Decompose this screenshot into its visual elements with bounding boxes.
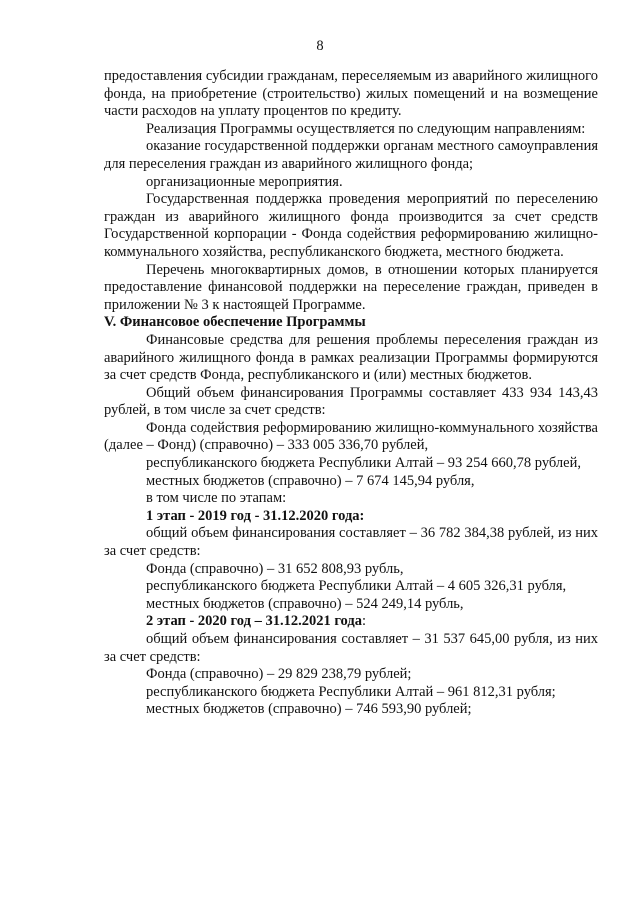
paragraph: в том числе по этапам:	[146, 490, 287, 507]
paragraph: Финансовые средства для решения проблемы переселения граждан из аварийного жилищного фонда в рамках реализации Программы формируются за счет средств Фонда, республиканского и (или) местных бюджетов.	[104, 331, 598, 384]
paragraph: Государственная поддержка проведения мероприятий по переселению граждан из аварийного жилищного фонда производится за счет средств Государственной корпорации - Фонда содействия реформированию жилищно-коммунального хозяйства, республиканского бюджета, местного бюджета.	[104, 191, 598, 260]
paragraph: организационные мероприятия.	[146, 173, 343, 190]
paragraph: Фонда содействия реформированию жилищно-коммунального хозяйства (далее – Фонд) (справочно) – 333 005 336,70 рублей,	[104, 419, 598, 454]
paragraph: республиканского бюджета Республики Алтай – 93 254 660,78 рублей,	[146, 455, 581, 472]
paragraph: местных бюджетов (справочно) – 746 593,90 рублей;	[146, 701, 472, 718]
stage-title: 1 этап - 2019 год - 31.12.2020 года:	[146, 507, 365, 524]
paragraph: общий объем финансирования составляет – 36 782 384,38 рублей, из них за счет средств:	[104, 525, 598, 560]
paragraph: предоставления субсидии гражданам, переселяемым из аварийного жилищного фонда, на приобретение (строительство) жилых помещений и на возмещение части расходов на уплату процентов по кредиту.	[104, 68, 598, 120]
paragraph: Фонда (справочно) – 29 829 238,79 рублей;	[146, 666, 412, 683]
paragraph: республиканского бюджета Республики Алтай – 961 812,31 рубля;	[146, 683, 556, 700]
stage-title-suffix: :	[361, 613, 366, 630]
stage-title-line	[104, 613, 598, 631]
paragraph: местных бюджетов (справочно) – 7 674 145,94 рубля,	[146, 472, 475, 489]
section-heading: V. Финансовое обеспечение Программы	[104, 314, 366, 331]
document-body	[104, 68, 598, 719]
page-number: 8	[316, 38, 324, 54]
paragraph: местных бюджетов (справочно) – 524 249,14 рубль,	[146, 595, 464, 612]
stage-title: 2 этап - 2020 год – 31.12.2021 года	[146, 613, 362, 630]
paragraph: республиканского бюджета Республики Алтай – 4 605 326,31 рубля,	[146, 578, 567, 595]
paragraph: оказание государственной поддержки органам местного самоуправления для переселения граждан из аварийного жилищного фонда;	[104, 138, 598, 172]
paragraph: Общий объем финансирования Программы составляет 433 934 143,43 рублей, в том числе за счет средств:	[104, 384, 598, 419]
paragraph: Перечень многоквартирных домов, в отношении которых планируется предоставление финансовой поддержки на переселение граждан, приведен в приложении № 3 к настоящей Программе.	[104, 261, 598, 313]
paragraph: Фонда (справочно) – 31 652 808,93 рубль,	[146, 560, 404, 577]
paragraph: общий объем финансирования составляет – 31 537 645,00 рубля, из них за счет средств:	[104, 631, 598, 665]
paragraph: Реализация Программы осуществляется по следующим направлениям:	[146, 120, 586, 137]
